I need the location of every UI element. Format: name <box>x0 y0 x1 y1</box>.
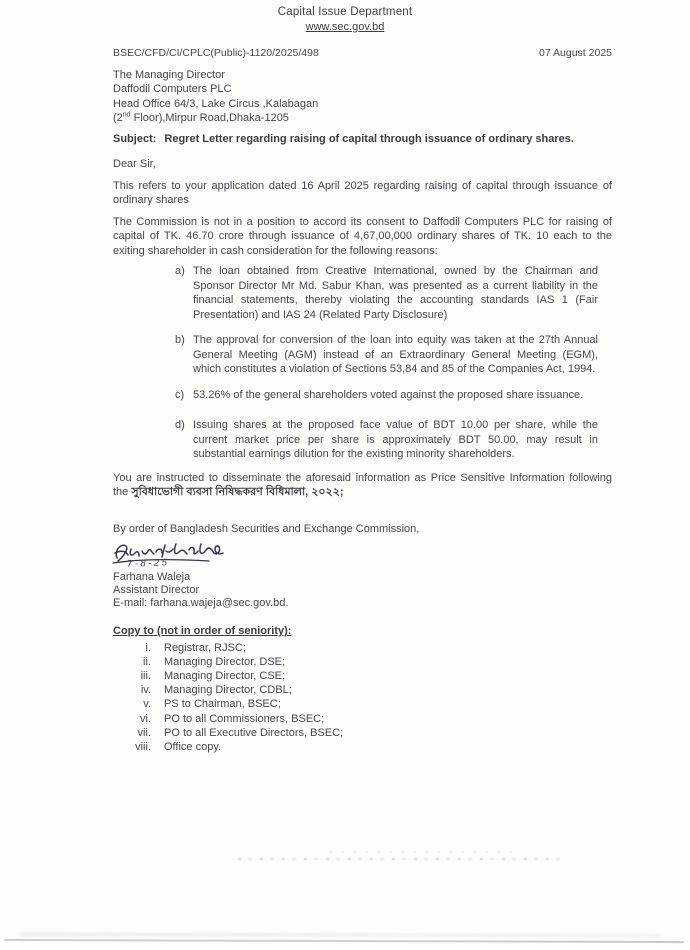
copy-to-title: Copy to (not in order of seniority): <box>113 625 292 637</box>
page-edge-shadow <box>4 939 684 943</box>
instruction-bengali: সুবিধাভোগী ব্যবসা নিষিদ্ধকরণ বিধিমালা, ২০২২; <box>131 486 344 498</box>
copy-item-text: PO to all Executive Directors, BSEC; <box>164 726 344 739</box>
signature-block <box>113 542 263 571</box>
reason-text: 53.26% of the general shareholders voted against the proposed share issuance. <box>193 388 584 401</box>
reason-item-c <box>175 388 612 403</box>
reason-marker: b) <box>175 334 185 346</box>
copy-item-marker: v. <box>143 698 151 711</box>
copy-to-item <box>113 697 612 711</box>
reason-text: The loan obtained from Creative International, owned by the Chairman and Sponsor Director Mr Md. Sabur Khan, was presented as a current liability in the financial statements, thereby violating the accounting standards IAS 1 (Fair Presentation) and IAS 24 (Related Party Disclosure) <box>193 265 598 321</box>
copy-item-text: Office copy. <box>164 740 222 753</box>
recipient-line4-post: Floor),Mirpur Road,Dhaka-1205 <box>130 112 289 124</box>
body-paragraph-2: The Commission is not in a position to accord its consent to Daffodil Computers PLC for raising of capital of TK. 46.70 crore through issuance of 4,67,00,000 ordinary shares of TK. 10 each to the exiting shareholder in cash consideration for the following reasons: <box>113 215 612 257</box>
copy-to-item <box>113 726 612 740</box>
copy-to-item <box>113 641 612 655</box>
copy-item-text: Registrar, RJSC; <box>164 641 246 654</box>
copy-to-item <box>113 740 612 754</box>
copy-item-marker: ii. <box>143 655 151 668</box>
copy-item-text: PO to all Commissioners, BSEC; <box>164 712 325 725</box>
recipient-line: Head Office 64/3, Lake Circus ,Kalabagan <box>113 97 319 110</box>
subject-text: Regret Letter regarding raising of capital through issuance of ordinary shares. <box>164 132 574 145</box>
reason-marker: a) <box>175 265 185 277</box>
copy-item-marker: vii. <box>137 726 151 739</box>
copy-to-item <box>113 712 612 726</box>
handwritten-date: 7-8-25 <box>126 557 170 570</box>
reason-text: The approval for conversion of the loan into equity was taken at the 27th Annual General Meeting (AGM) instead of an Extraordinary General Meeting (EGM), which constitutes a violation of Sections 53,84 and 85 of the Companies Act, 1994. <box>193 334 598 375</box>
page-edge-shadow-soft <box>20 932 660 937</box>
signatory-title: Assistant Director <box>113 584 200 596</box>
reason-item-b <box>175 333 612 377</box>
copy-item-marker: iii. <box>140 669 151 682</box>
copy-to-item <box>113 669 612 683</box>
signatory-block <box>113 571 612 610</box>
copy-item-marker: i. <box>145 641 151 654</box>
reasons-list <box>113 264 612 462</box>
reason-marker: d) <box>175 419 185 431</box>
copy-item-text: Managing Director, CDBL; <box>164 684 292 697</box>
reason-item-a <box>175 264 612 322</box>
by-order-line: By order of Bangladesh Securities and Exchange Commission, <box>113 522 420 535</box>
copy-item-marker: vi. <box>140 712 151 725</box>
body-paragraph-1: This refers to your application dated 16 April 2025 regarding raising of capital through issuance of ordinary shares <box>113 179 612 206</box>
salutation: Dear Sir, <box>113 158 156 170</box>
copy-to-list <box>113 641 612 755</box>
recipient-line: Daffodil Computers PLC <box>113 83 232 95</box>
reason-item-d <box>175 418 612 462</box>
bleed-through-artifact <box>330 851 520 853</box>
copy-item-marker: iv. <box>140 684 151 697</box>
recipient-line4-pre: (2 <box>113 112 123 124</box>
instruction-english: You are instructed to disseminate the aforesaid information as Price Sensitive Information following the <box>113 471 612 498</box>
reason-text: Issuing shares at the proposed face value of BDT 10.00 per share, while the current market price per share is approximately BDT 50.00, may result in substantial earnings dilution for the existing minority shareholders. <box>193 419 598 460</box>
bleed-through-artifact <box>238 858 568 860</box>
subject-label: Subject: <box>113 132 157 145</box>
recipient-line4-ordinal: nd <box>122 111 131 119</box>
copy-to-item <box>113 655 612 669</box>
letterhead-website-link: www.sec.gov.bd <box>305 20 385 33</box>
signatory-email: E-mail: farhana.wajeja@sec.gov.bd. <box>113 597 289 609</box>
signatory-name: Farhana Waleja <box>113 571 191 583</box>
reason-marker: c) <box>175 388 185 401</box>
instruction-paragraph <box>113 471 612 500</box>
recipient-line: The Managing Director <box>113 68 225 81</box>
copy-item-marker: viii. <box>135 740 151 753</box>
letter-date: 07 August 2025 <box>539 47 612 59</box>
copy-item-text: PS to Chairman, BSEC; <box>164 698 281 711</box>
recipient-address-block <box>113 68 612 126</box>
letterhead-department: Capital Issue Department <box>277 6 413 18</box>
copy-item-text: Managing Director, CSE; <box>164 669 286 682</box>
copy-to-section <box>113 624 612 754</box>
copy-to-item <box>113 683 612 697</box>
reference-row <box>113 46 612 61</box>
recipient-line <box>113 111 612 126</box>
reference-number: BSEC/CFD/CI/CPLC(Public)-1120/2025/498 <box>113 47 319 59</box>
copy-item-text: Managing Director, DSE; <box>164 655 286 668</box>
subject-line <box>113 132 612 147</box>
